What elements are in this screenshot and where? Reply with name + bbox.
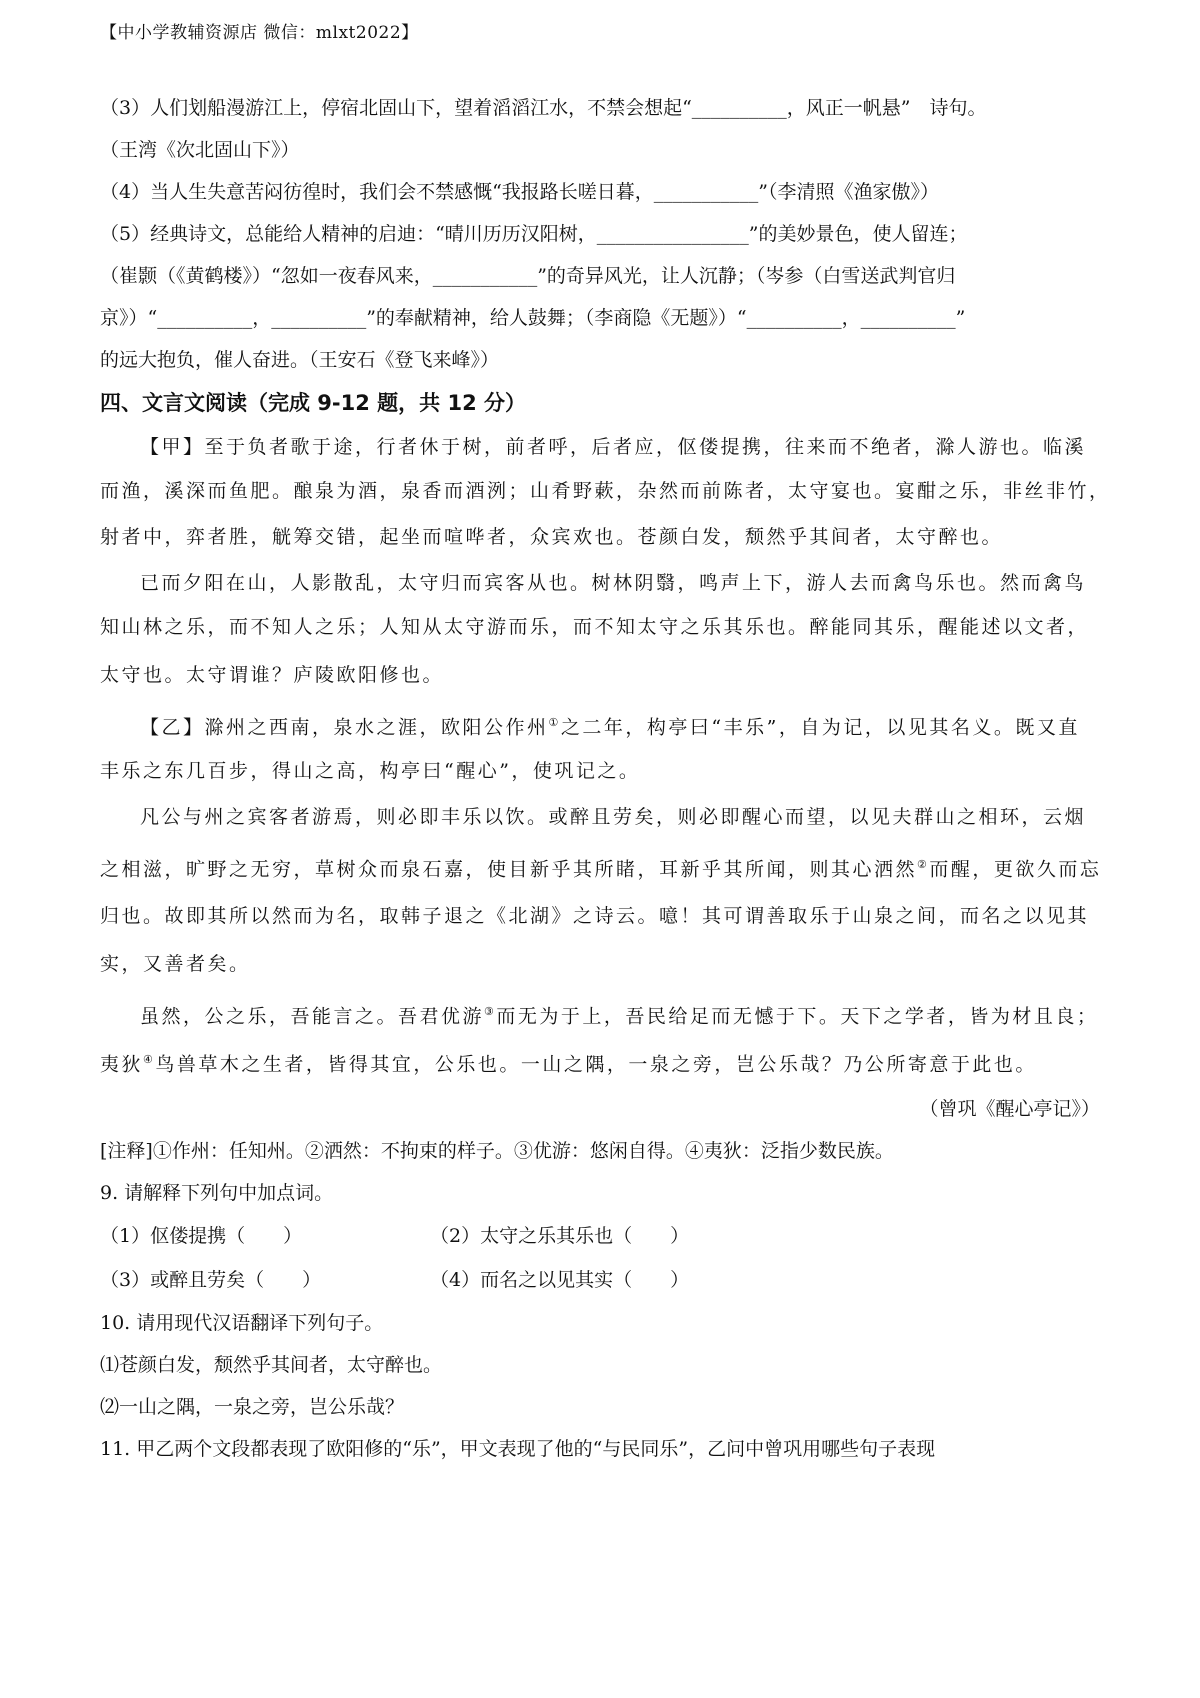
poetry-q3-line1: （3）人们划船漫游江上，停宿北固山下，望着滔滔江水，不禁会想起“__________，风正一帆悬” 诗句。 bbox=[100, 97, 987, 119]
yi-p3-line1 bbox=[100, 999, 1100, 1029]
jia-line-6: 太守也。太守谓谁？庐陵欧阳修也。 bbox=[100, 664, 445, 686]
document-page bbox=[100, 96, 1111, 1479]
yi-p1-line2: 丰乐之东几百步，得山之高，构亭曰“醒心”，使巩记之。 bbox=[100, 760, 641, 783]
question-9-item-4: （4）而名之以见其实（ ） bbox=[430, 1269, 690, 1292]
jia-line-3: 射者中，弈者胜，觥筹交错，起坐而喧哗者，众宾欢也。苍颜白发，颓然乎其间者，太守醉也。 bbox=[100, 526, 1004, 548]
question-9-row-1 bbox=[100, 1223, 1100, 1249]
question-11: 11. 甲乙两个文段都表现了欧阳修的“乐”，甲文表现了他的“与民同乐”，乙问中曾巩用哪些句子表现 bbox=[100, 1438, 936, 1461]
yi-p3-text-b: 而无为于上，吾民给足而无憾于下。天下之学者，皆为材且良； bbox=[496, 1004, 1099, 1027]
header-banner: 【中小学教辅资源店 微信：mlxt2022】 bbox=[100, 23, 419, 43]
section-four-title: 四、文言文阅读（完成 9-12 题，共 12 分） bbox=[100, 391, 527, 415]
yi-p3-text-c: 夷狄 bbox=[100, 1053, 144, 1076]
yi-p1-text-a: 【乙】滁州之西南，泉水之涯，欧阳公作州 bbox=[140, 716, 549, 739]
footnote-marker-3: ③ bbox=[484, 1004, 497, 1018]
poetry-q5-line3: 京》）“__________，__________”的奉献精神，给人鼓舞；（李商隐《无题》）“__________，__________” bbox=[100, 307, 966, 329]
question-9-item-3: （3）或醉且劳矣（ ） bbox=[100, 1269, 322, 1292]
jia-line-1: 【甲】至于负者歌于途，行者休于树，前者呼，后者应，伛偻提携，往来而不绝者，滁人游也。临溪 bbox=[140, 436, 1087, 458]
question-9-item-2: （2）太守之乐其乐也（ ） bbox=[430, 1225, 690, 1248]
question-9-title: 9. 请解释下列句中加点词。 bbox=[100, 1182, 334, 1205]
question-9-row-2 bbox=[100, 1267, 1100, 1293]
yi-p2-line3: 归也。故即其所以然而为名，取韩子退之《北湖》之诗云。噫！其可谓善取乐于山泉之间，而名之以见其 bbox=[100, 904, 1090, 927]
yi-p3-text-d: 鸟兽草木之生者，皆得其宜，公乐也。一山之隅，一泉之旁，岂公乐哉？乃公所寄意于此也。 bbox=[155, 1053, 1037, 1076]
poetry-q5-line2: （崔颢（《黄鹤楼》）“忽如一夜春风来，___________”的奇异风光，让人沉静；（岑参（白雪送武判官归 bbox=[100, 265, 956, 287]
poetry-q5-line1: （5）经典诗文，总能给人精神的启迪：“晴川历历汉阳树，________________”的美妙景色，使人留连； bbox=[100, 223, 968, 245]
jia-line-5: 知山林之乐，而不知人之乐；人知从太守游而乐，而不知太守之乐其乐也。醉能同其乐，醒能述以文者， bbox=[100, 616, 1090, 638]
question-9-item-1: （1）伛偻提携（ ） bbox=[100, 1225, 303, 1248]
yi-p2-text-a: 之相滋，旷野之无穷，草树众而泉石嘉，使目新乎其所睹，耳新乎其所闻，则其心洒然 bbox=[100, 858, 918, 881]
yi-p3-text-a: 虽然，公之乐，吾能言之。吾君优游 bbox=[140, 1004, 485, 1027]
footnote-marker-4: ④ bbox=[143, 1052, 156, 1066]
yi-p1-text-b: 之二年，构亭曰“丰乐”，自为记，以见其名义。既又直 bbox=[560, 716, 1080, 739]
yi-p1-line1 bbox=[100, 710, 1100, 740]
question-10-item-2: ⑵一山之隅，一泉之旁，岂公乐哉？ bbox=[100, 1396, 405, 1419]
poetry-q3-line2: （王湾《次北固山下》） bbox=[100, 139, 300, 161]
footnote-marker-1: ① bbox=[548, 716, 561, 729]
question-10-item-1: ⑴苍颜白发，颓然乎其间者，太守醉也。 bbox=[100, 1354, 443, 1377]
footnote-marker-2: ② bbox=[917, 858, 930, 872]
question-10-title: 10. 请用现代汉语翻译下列句子。 bbox=[100, 1312, 384, 1335]
poetry-q4: （4）当人生失意苦闷彷徨时，我们会不禁感慨“我报路长嗟日暮，___________”（李清照《渔家傲》） bbox=[100, 181, 940, 203]
yi-p2-text-b: 而醒，更欲久而忘 bbox=[929, 858, 1102, 881]
jia-line-2: 而渔，溪深而鱼肥。酿泉为酒，泉香而酒洌；山肴野蔌，杂然而前陈者，太守宴也。宴酣之乐，非丝非竹， bbox=[100, 480, 1111, 502]
yi-p2-line4: 实，又善者矣。 bbox=[100, 952, 251, 975]
source-citation: （曾巩《醒心亭记》） bbox=[919, 1098, 1100, 1121]
yi-p3-line2 bbox=[100, 1047, 1100, 1077]
annotation-notes: [注释]①作州：任知州。②洒然：不拘束的样子。③优游：悠闲自得。④夷狄：泛指少数民族。 bbox=[100, 1140, 894, 1163]
jia-line-4: 已而夕阳在山，人影散乱，太守归而宾客从也。树林阴翳，鸣声上下，游人去而禽鸟乐也。然而禽鸟 bbox=[140, 572, 1087, 594]
yi-p2-line2 bbox=[100, 852, 1100, 882]
poetry-q5-line4: 的远大抱负，催人奋进。（王安石《登飞来峰》） bbox=[100, 349, 500, 371]
yi-p2-line1: 凡公与州之宾客者游焉，则必即丰乐以饮。或醉且劳矣，则必即醒心而望，以见夫群山之相环，云烟 bbox=[140, 806, 1087, 829]
